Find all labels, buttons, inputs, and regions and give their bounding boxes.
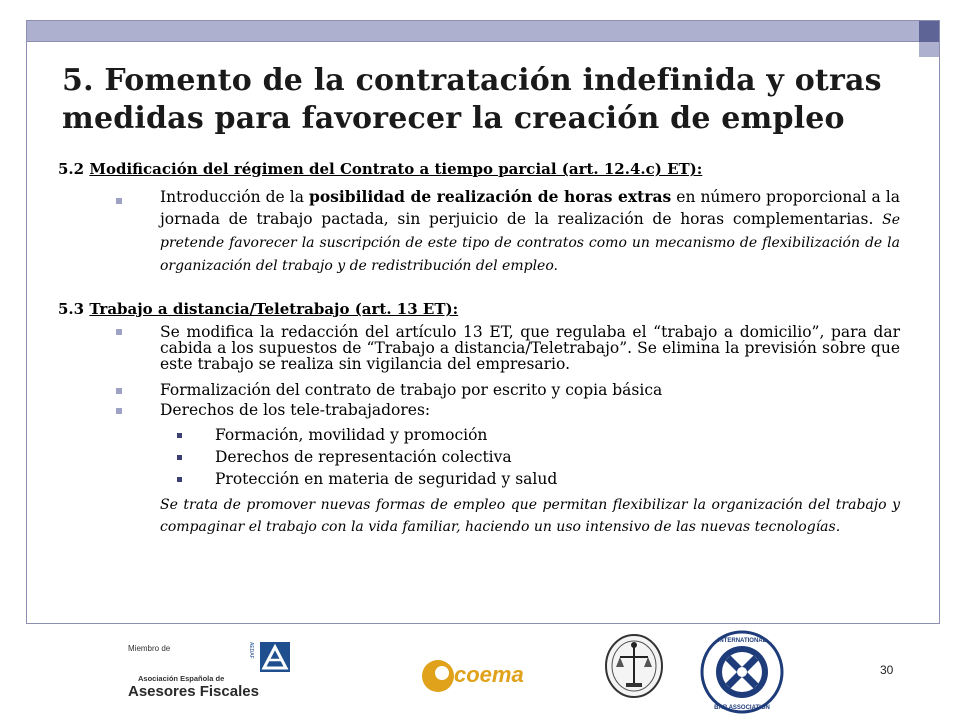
sub-bullet-square-icon xyxy=(177,433,182,438)
closing-note: Se trata de promover nuevas formas de empleo que permitan flexibilizar la organización del trabajo y compaginar el trabajo con la vida familiar, haciendo un uso intensivo de las nuevas tecnologías. xyxy=(160,497,900,535)
coema-wordmark: coema xyxy=(454,662,524,687)
coema-emblem-icon xyxy=(420,658,454,694)
paragraph-part-time: Introducción de la posibilidad de realización de horas extras en número proporcional a la jornada de trabajo pactada, sin perjuicio de la realización de horas complementarias. Se pretende favorecer la suscripción de este tipo de contratos como un mecanismo de flexibilización de la organización del trabajo y de redistribución del empleo. xyxy=(160,187,901,274)
section-title: Modificación del régimen del Contrato a tiempo parcial (art. 12.4.c) ET): xyxy=(89,160,703,178)
section-5-2-heading xyxy=(58,160,702,178)
list-item: Se modifica la redacción del artículo 13 ET, que regulaba el “trabajo a domicilio”, para dar cabida a los supuestos de “Trabajo a distancia/Teletrabajo”. Se elimina la previsión sobre que este trabajo se realiza sin vigilancia del empresario. xyxy=(160,323,900,373)
aeaf-emblem-icon xyxy=(260,642,290,672)
list-item: Formalización del contrato de trabajo por escrito y copia básica xyxy=(160,381,663,399)
sub-list-item: Derechos de representación colectiva xyxy=(215,448,512,466)
coema-logo xyxy=(420,654,530,699)
slide-title: 5. Fomento de la contratación indefinida y otras medidas para favorecer la creación de empleo xyxy=(62,63,882,136)
bullet-square-icon xyxy=(116,408,122,414)
section-title: Trabajo a distancia/Teletrabajo (art. 13 ET): xyxy=(89,300,459,318)
list-item: Derechos de los tele-trabajadores: xyxy=(160,401,431,419)
bar-seal-icon xyxy=(604,633,664,699)
sub-list-item: Protección en materia de seguridad y salud xyxy=(215,470,558,488)
bullet-square-icon xyxy=(116,388,122,394)
member-of-label: Miembro de xyxy=(128,644,171,653)
svg-text:BAR ASSOCIATION: BAR ASSOCIATION xyxy=(714,705,770,711)
sub-bullet-square-icon xyxy=(177,455,182,460)
aedaf-vertical-label: AEDAF xyxy=(248,642,254,659)
svg-text:INTERNATIONAL: INTERNATIONAL xyxy=(717,638,767,644)
section-5-3-heading xyxy=(58,300,458,318)
bullet-square-icon xyxy=(116,198,122,204)
section-number: 5.3 xyxy=(58,300,85,318)
page-number: 30 xyxy=(880,663,894,677)
aeaf-line1: Asociación Española de xyxy=(138,674,225,683)
sub-list-item: Formación, movilidad y promoción xyxy=(215,426,488,444)
iba-logo-icon xyxy=(700,630,784,714)
sub-bullet-square-icon xyxy=(177,477,182,482)
aeaf-line2: Asesores Fiscales xyxy=(128,683,259,700)
bullet-square-icon xyxy=(116,329,122,335)
aeaf-logo xyxy=(128,640,288,700)
section-number: 5.2 xyxy=(58,160,85,178)
